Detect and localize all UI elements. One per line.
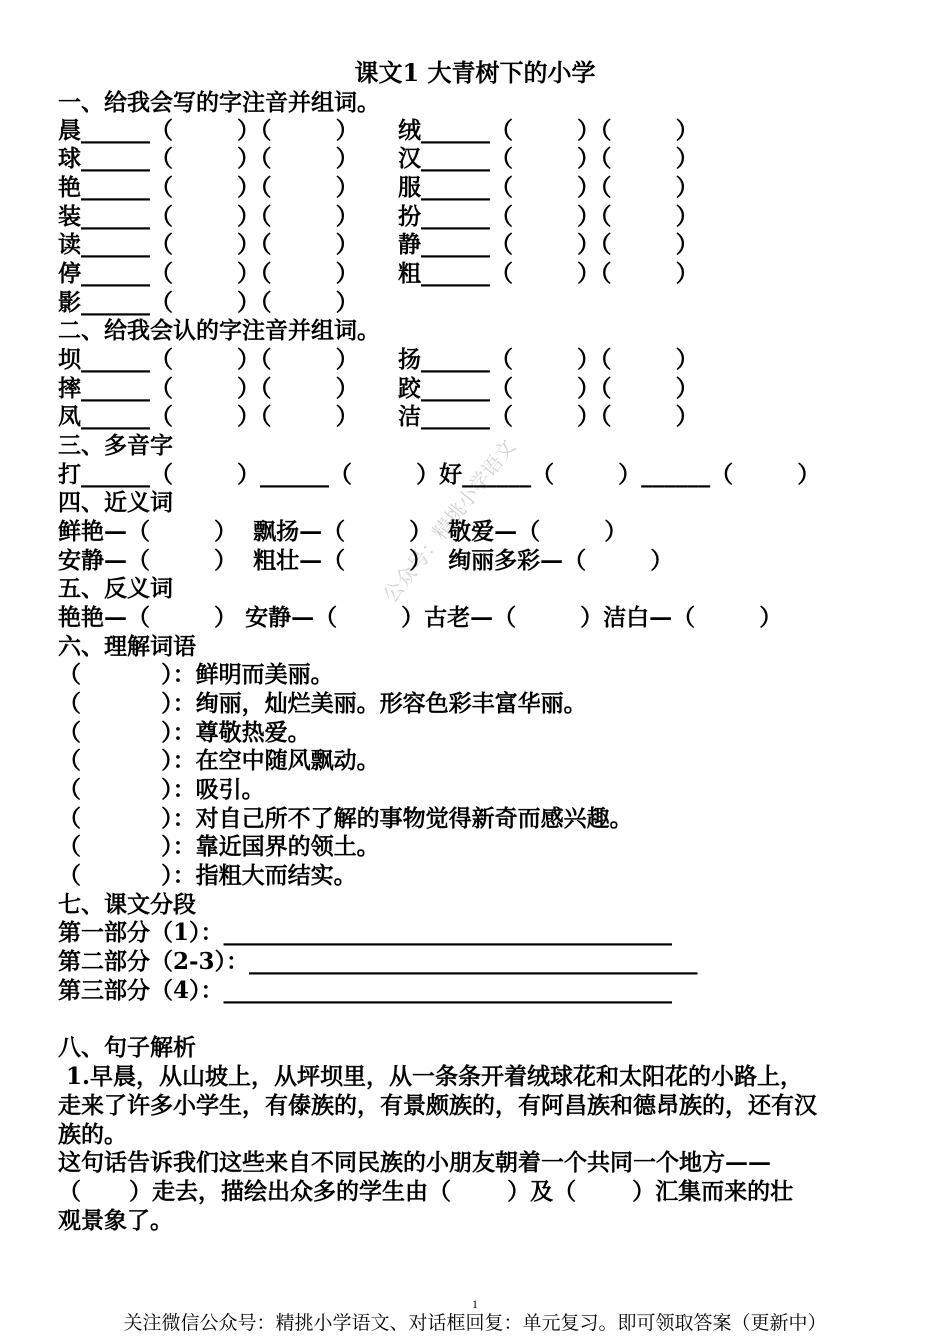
- s1-row-left: 艳______（ ）（ ）: [58, 174, 359, 201]
- s6-item: （ ）：吸引。: [58, 776, 265, 803]
- s1-row-left: 影______（ ）（ ）: [58, 289, 359, 316]
- s6-item: （ ）：靠近国界的领土。: [58, 833, 380, 860]
- watermark: 公众号：精挑小学语文: [378, 434, 521, 608]
- s1-row-right: 扮______（ ）（ ）: [398, 203, 699, 230]
- s8-line: 1.早晨，从山坡上，从坪坝里，从一条条开着绒球花和太阳花的小路上，: [58, 1063, 804, 1090]
- section-6-heading: 六、理解词语: [58, 633, 196, 660]
- s8-line: 这句话告诉我们这些来自不同民族的小朋友朝着一个共同一个地方——: [58, 1149, 771, 1176]
- s6-item: （ ）：对自己所不了解的事物觉得新奇而感兴趣。: [58, 805, 633, 832]
- s6-item: （ ）：指粗大而结实。: [58, 862, 357, 889]
- s1-row-right: 汉______（ ）（ ）: [398, 145, 699, 172]
- s7-line: 第一部分（1）：_______________________________________: [58, 919, 673, 946]
- s2-row-left: 坝______（ ）（ ）: [58, 346, 359, 373]
- s2-row-right: 洁______（ ）（ ）: [398, 403, 699, 430]
- s2-row-left: 摔______（ ）（ ）: [58, 375, 359, 402]
- s6-item: （ ）：在空中随风飘动。: [58, 747, 380, 774]
- section-2-heading: 二、给我会认的字注音并组词。: [58, 317, 380, 344]
- page-title: 课文1 大青树下的小学: [354, 58, 596, 87]
- s1-row-left: 晨______（ ）（ ）: [58, 117, 359, 144]
- s6-item: （ ）：尊敬热爱。: [58, 719, 311, 746]
- section-8-heading: 八、句子解析: [58, 1034, 196, 1061]
- s2-row-right: 跤______（ ）（ ）: [398, 375, 699, 402]
- s1-row-left: 读______（ ）（ ）: [58, 231, 359, 258]
- s8-line: （ ）走去，描绘出众多的学生由（ ）及（ ）汇集而来的壮: [58, 1178, 794, 1205]
- s6-item: （ ）：鲜明而美丽。: [58, 661, 334, 688]
- footer-note: 关注微信公众号：精挑小学语文、对话框回复：单元复习。即可领取答案（更新中）: [123, 1312, 827, 1334]
- section-3-heading: 三、多音字: [58, 432, 173, 459]
- s1-row-right: 绒______（ ）（ ）: [398, 117, 699, 144]
- s1-row-right: 粗______（ ）（ ）: [398, 260, 699, 287]
- s3-line: 打______（ ）______（ ）好______（ ）______（ ）: [58, 461, 821, 488]
- section-7-heading: 七、课文分段: [58, 891, 196, 918]
- s1-row-left: 装______（ ）（ ）: [58, 203, 359, 230]
- s1-row-right: 服______（ ）（ ）: [398, 174, 699, 201]
- s2-row-left: 凤______（ ）（ ）: [58, 403, 359, 430]
- s8-line: 族的。: [58, 1121, 127, 1148]
- page-number: 1: [472, 1297, 478, 1311]
- section-4-heading: 四、近义词: [58, 489, 173, 516]
- s5-line: 艳艳—（ ） 安静—（ ）古老—（ ）洁白—（ ）: [58, 604, 783, 631]
- s7-line: 第三部分（4）：_______________________________________: [58, 977, 673, 1004]
- section-5-heading: 五、反义词: [58, 575, 173, 602]
- section-1-heading: 一、给我会写的字注音并组词。: [58, 89, 380, 116]
- s1-row-left: 停______（ ）（ ）: [58, 260, 359, 287]
- s4-line: 安静—（ ） 粗壮—（ ） 绚丽多彩—（ ）: [58, 547, 674, 574]
- s6-item: （ ）：绚丽，灿烂美丽。形容色彩丰富华丽。: [58, 690, 587, 717]
- s7-line: 第二部分（2-3）：_______________________________________: [58, 948, 698, 975]
- s2-row-right: 扬______（ ）（ ）: [398, 346, 699, 373]
- s8-line: 走来了许多小学生，有傣族的，有景颇族的，有阿昌族和德昂族的，还有汉: [58, 1092, 817, 1119]
- s4-line: 鲜艳—（ ） 飘扬—（ ） 敬爱—（ ）: [58, 518, 628, 545]
- s1-row-right: 静______（ ）（ ）: [398, 231, 699, 258]
- s8-line: 观景象了。: [58, 1207, 173, 1234]
- s1-row-left: 球______（ ）（ ）: [58, 145, 359, 172]
